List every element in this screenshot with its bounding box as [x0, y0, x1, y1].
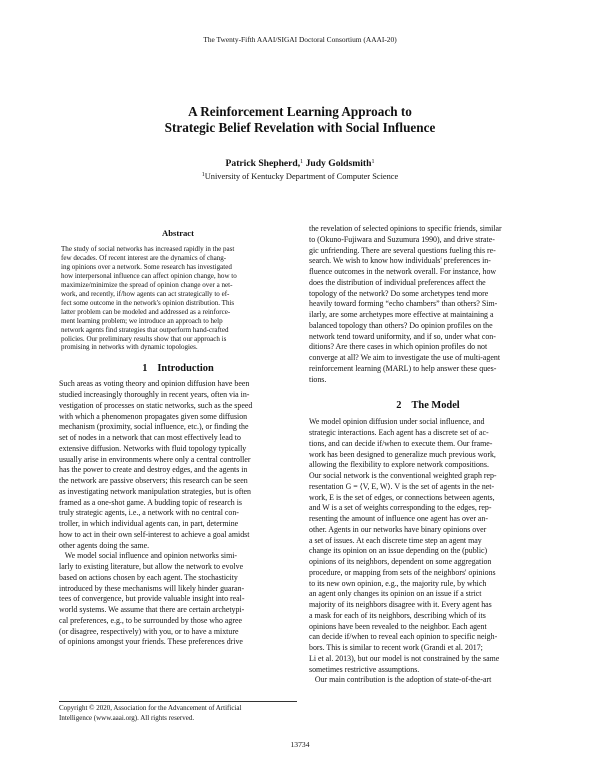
- body-line: Li et al. 2013), but our model is not constrained by the same: [309, 653, 500, 663]
- body-line: work, E is the set of edges, or connections between agents,: [309, 492, 495, 502]
- body-line: We model opinion diffusion under social influence, and: [309, 417, 485, 427]
- section-number: 2: [396, 400, 402, 412]
- abstract-line: ing opinions over a network. Some research has investigated: [61, 262, 232, 271]
- abstract-line: network agents find strategies that outperform hand-crafted: [61, 325, 229, 334]
- section-title: The Model: [411, 400, 460, 412]
- body-line: tions.: [309, 374, 327, 384]
- body-line: vestigation of processes on static networks, such as the speed: [59, 400, 253, 410]
- abstract-line: The study of social networks has increased rapidly in the past: [61, 245, 235, 253]
- body-line: the network are passive observers; this research can be seen: [59, 476, 248, 486]
- body-line: opinions of its neighbors, dependent on some aggregation: [309, 557, 492, 566]
- author-name: Judy Goldsmith: [305, 158, 372, 169]
- left-column: [59, 228, 297, 648]
- abstract-heading: Abstract: [162, 228, 194, 238]
- copyright-line: Copyright © 2020, Association for the Advancement of Artificial: [59, 704, 242, 712]
- body-line: mechanism (proximity, social influence, etc.), or finding the: [59, 422, 249, 432]
- body-line: to (Okuno-Fujiwara and Suzumura 1990), and drive strate-: [309, 234, 495, 244]
- body-line: (or disagree, respectively) with you, or to have a mixture: [59, 626, 239, 636]
- section-number: 1: [142, 363, 148, 375]
- body-line: resentation G = ⟨V, E, W⟩. V is the set of agents in the net-: [309, 481, 495, 491]
- body-line: fluence outcomes in the network overall. For instance, how: [309, 267, 497, 276]
- affiliation-mark: 1: [300, 159, 304, 165]
- model-body: [309, 417, 547, 686]
- author-name: Patrick Shepherd,: [225, 158, 301, 169]
- body-line: extensive diffusion. Networks with fluid topology typically: [59, 443, 247, 453]
- abstract-line: promising in networks with dynamic topologies.: [61, 343, 198, 352]
- body-line: as investigating network manipulation strategies, but is often: [59, 486, 251, 496]
- body-line: resenting the amount of influence one agent has over an-: [309, 514, 489, 523]
- body-line: bors. This is similar to recent work (Grandi et al. 2017;: [309, 643, 483, 652]
- body-line: tees of convergence, but provide valuable insight into real-: [59, 594, 245, 604]
- body-line: framed as a one-shot game. A budding topic of research is: [59, 497, 242, 507]
- title-line-1: A Reinforcement Learning Approach to: [188, 104, 412, 119]
- affiliation-mark: 1: [201, 172, 205, 178]
- body-line: balanced topology than others? Do opinion profiles on the: [309, 320, 493, 330]
- body-line: reinforcement learning (MARL) to help answer these ques-: [309, 363, 497, 373]
- affiliation-mark: 1: [371, 159, 375, 165]
- section-heading-model: [309, 399, 547, 412]
- abstract-body: [59, 245, 297, 352]
- abstract-line: work, and recently, if/how agents can act strategically to ef-: [61, 289, 230, 298]
- body-line: gic unfriending. There are several questions fueling this re-: [309, 245, 496, 255]
- right-column: [309, 224, 547, 686]
- body-line: with which a phenomenon propagates given some diffusion: [59, 411, 248, 421]
- copyright-notice: [59, 701, 297, 724]
- body-line: ilarly, are some archetypes more effective at maintaining a: [309, 310, 494, 319]
- abstract-line: how interpersonal influence can affect opinion change, how to: [61, 271, 237, 280]
- body-line: set of nodes in a network that can most effectively lead to: [59, 433, 241, 443]
- body-line: introduced by these mechanisms will likely hinder guaran-: [59, 583, 245, 593]
- body-line: allowing the flexibility to explore network compositions.: [309, 460, 489, 470]
- body-line: to its new own opinion, e.g., the majority rule, by which: [309, 578, 487, 588]
- body-line: Such areas as voting theory and opinion diffusion have been: [59, 379, 250, 389]
- paper-title: [0, 104, 600, 136]
- body-line: and W is a set of weights corresponding to the edges, rep-: [309, 503, 492, 513]
- introduction-continued: [309, 224, 547, 385]
- copyright-line: Intelligence (www.aaai.org). All rights reserved.: [59, 713, 195, 722]
- section-heading-introduction: [59, 362, 297, 375]
- body-line: truly strategic agents, i.e., a network with no central con-: [59, 508, 239, 518]
- body-line: We model social influence and opinion networks simi-: [59, 551, 238, 561]
- body-line: converge at all? We aim to investigate the use of multi-agent: [309, 353, 501, 362]
- abstract-line: policies. Our preliminary results show that our approach is: [61, 334, 227, 343]
- body-line: ditions? Are there cases in which opinion profiles do not: [309, 342, 488, 352]
- body-line: larly to existing literature, but allow the network to evolve: [59, 562, 244, 572]
- body-line: Our social network is the conventional weighted graph rep-: [309, 471, 497, 480]
- abstract-line: maximize/minimize the spread of opinion change over a net-: [61, 280, 233, 289]
- body-line: majority of its neighbors disagree with it. Every agent has: [309, 600, 492, 609]
- author-list: [0, 158, 600, 169]
- body-line: can decide if/when to reveal each opinion to specific neigh-: [309, 632, 498, 642]
- body-line: a mask for each of its neighbors, describing which of its: [309, 610, 486, 620]
- body-line: usually arise in environments where only a central controller: [59, 454, 251, 464]
- body-line: sometimes restrictive assumptions.: [309, 664, 420, 674]
- running-head: The Twenty-Fifth AAAI/SIGAI Doctoral Consortium (AAAI-20): [203, 35, 397, 44]
- body-line: has the power to create and destroy edges, and the agents in: [59, 465, 248, 475]
- body-line: search. We wish to know how individuals' preferences in-: [309, 256, 491, 266]
- introduction-body: [59, 379, 297, 648]
- footnote-rule: [59, 701, 297, 702]
- abstract-line: fect some outcome in the network's opinion distribution. This: [61, 298, 235, 307]
- body-line: procedure, or mapping from sets of the neighbors' opinions: [309, 567, 496, 577]
- body-line: heavily toward forming “echo chambers” than others? Sim-: [309, 299, 498, 309]
- section-title: Introduction: [157, 363, 214, 375]
- body-line: studied increasingly thoroughly in recent years, often via in-: [59, 390, 250, 400]
- body-line: topology of the network? Do some archetypes tend more: [309, 288, 489, 298]
- affiliation: [0, 172, 600, 181]
- body-line: work has been designed to generalize much previous work,: [309, 449, 496, 459]
- body-line: strategic interactions. Each agent has a discrete set of ac-: [309, 428, 489, 437]
- body-line: the revelation of selected opinions to specific friends, similar: [309, 224, 502, 233]
- body-line: Our main contribution is the adoption of state-of-the-art: [309, 675, 492, 685]
- page-number: 13734: [290, 740, 310, 749]
- body-line: based on actions chosen by each agent. The stochasticity: [59, 572, 238, 582]
- body-line: an agent only changes its opinion on an issue if a strict: [309, 589, 482, 599]
- affiliation-text: University of Kentucky Department of Computer Science: [204, 172, 399, 181]
- body-line: tions, and can decide if/when to execute them. Our frame-: [309, 438, 493, 448]
- body-line: other. Agents in our networks have binary opinions over: [309, 524, 487, 534]
- body-line: cal preferences, e.g., to be surrounded by those who agree: [59, 615, 242, 625]
- body-line: how to act in their own self-interest to achieve a goal amidst: [59, 529, 250, 539]
- body-line: does the distribution of individual preferences affect the: [309, 277, 486, 287]
- abstract-line: few decades. Of recent interest are the dynamics of chang-: [61, 253, 227, 262]
- abstract-line: latter problem can be modeled and addressed as a reinforce-: [61, 307, 231, 316]
- body-line: opinions have been revealed to the neighbor. Each agent: [309, 621, 487, 631]
- body-line: of opinions amongst your friends. These preferences drive: [59, 637, 243, 647]
- title-line-2: Strategic Belief Revelation with Social Influence: [164, 120, 436, 135]
- body-line: change its opinion on an issue depending on the (public): [309, 546, 488, 556]
- abstract-line: ment learning problem; we introduce an approach to help: [61, 316, 223, 325]
- body-line: a set of issues. At each discrete time step an agent may: [309, 535, 482, 545]
- body-line: other agents doing the same.: [59, 540, 150, 550]
- body-line: network tend toward uniformity, and if so, under what con-: [309, 331, 496, 341]
- body-line: world systems. We assume that there are certain archetypi-: [59, 605, 245, 615]
- body-line: troller, in which individual agents can, in part, determine: [59, 519, 239, 529]
